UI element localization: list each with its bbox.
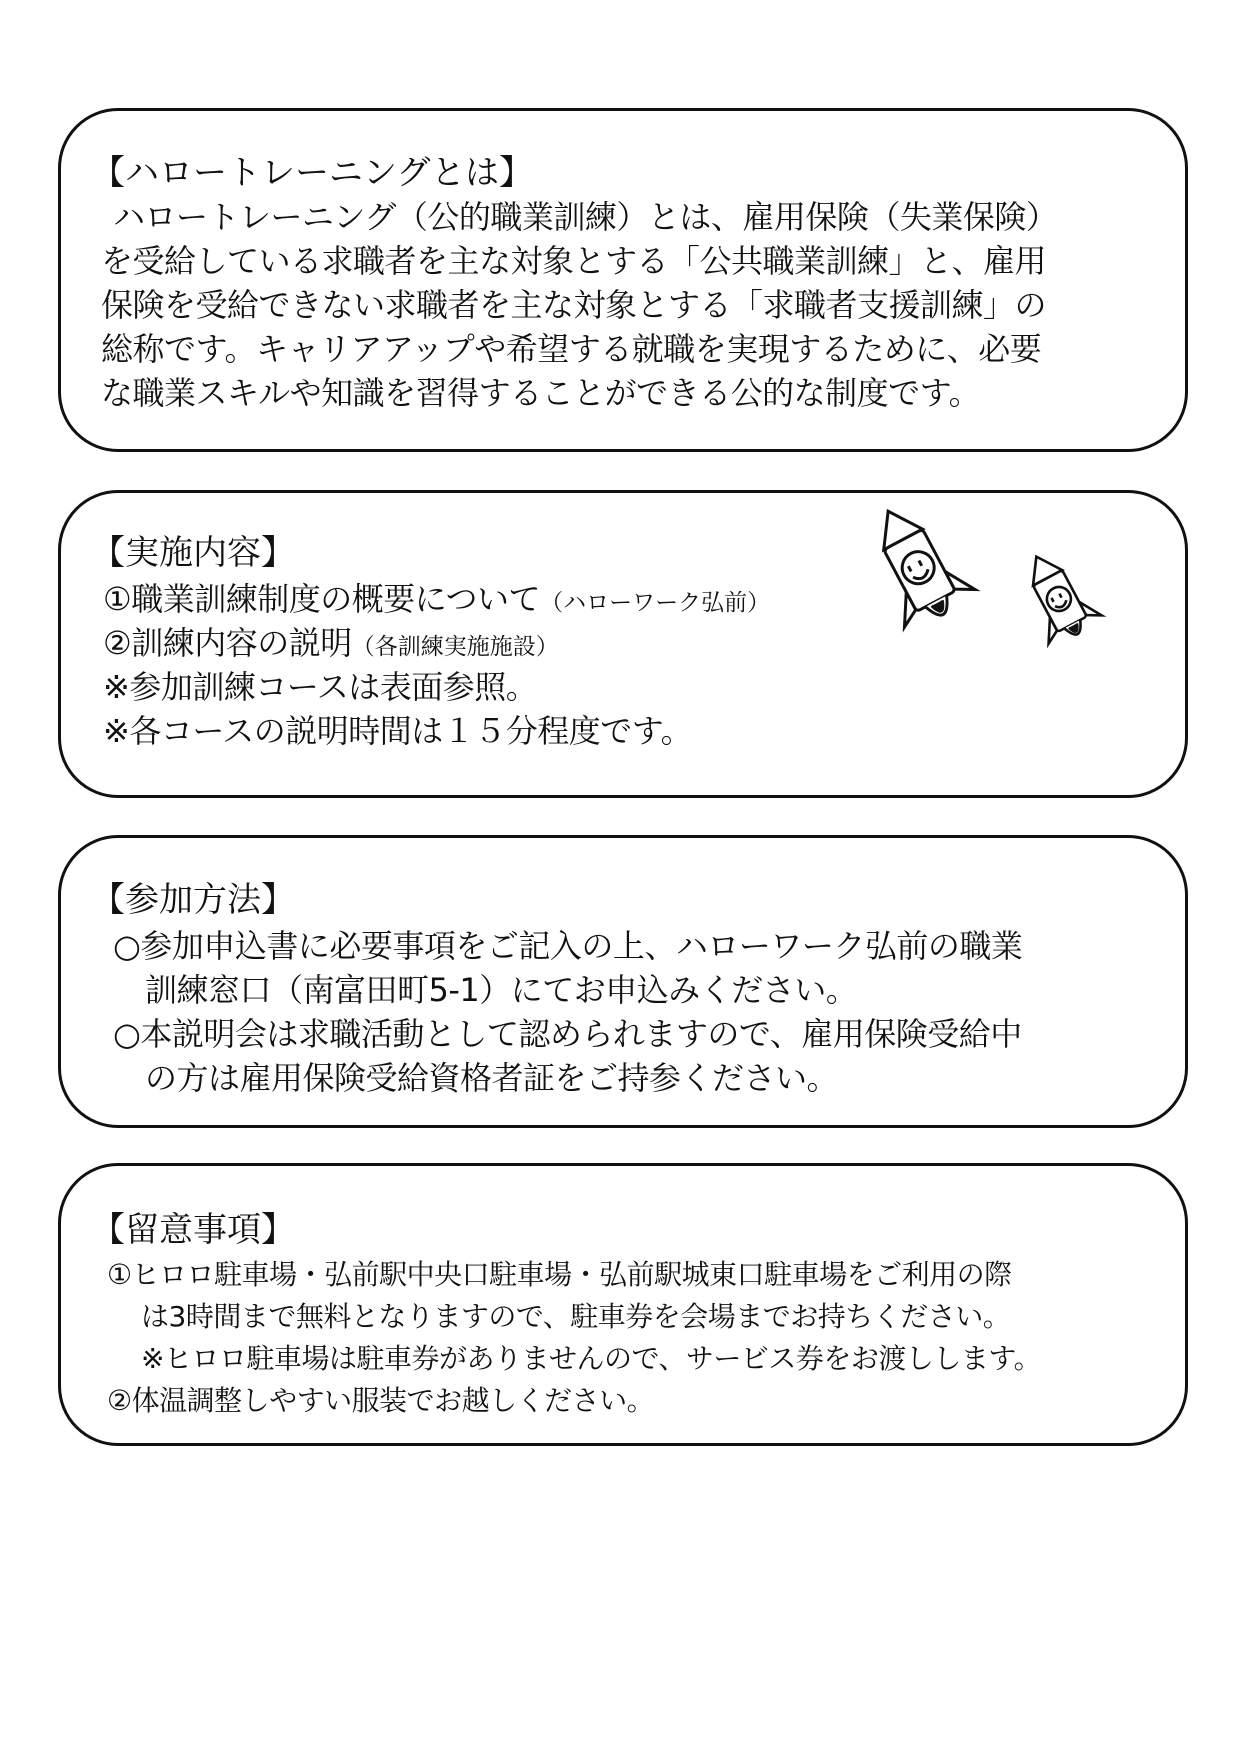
method-section	[58, 835, 1188, 1128]
about-line: 総称です。キャリアアップや希望する就職を実現するために、必要	[101, 330, 1042, 368]
notes-section	[58, 1163, 1188, 1446]
content-item-2-note: （各訓練実施施設）	[351, 634, 559, 660]
notes-line: は3時間まで無料となりますので、駐車券を会場までお持ちください。	[141, 1300, 1011, 1333]
about-heading: 【ハロートレーニングとは】	[91, 153, 533, 193]
method-line: 訓練窓口（南富田町5-1）にてお申込みください。	[145, 971, 858, 1009]
method-line: の方は雇用保険受給資格者証をご持参ください。	[145, 1059, 839, 1097]
content-item-1	[103, 580, 770, 622]
content-note-1: ※参加訓練コースは表面参照。	[103, 668, 538, 706]
content-item-2-main: ②訓練内容の説明	[103, 624, 352, 662]
method-heading: 【参加方法】	[91, 880, 295, 920]
about-section	[58, 108, 1188, 452]
about-line: 保険を受給できない求職者を主な対象とする「求職者支援訓練」の	[101, 286, 1047, 324]
notes-line: ①ヒロロ駐車場・弘前駅中央口駐車場・弘前駅城東口駐車場をご利用の際	[107, 1258, 1012, 1291]
notes-line: ※ヒロロ駐車場は駐車券がありませんので、サービス券をお渡しします。	[141, 1342, 1042, 1375]
rocket-small-icon	[1010, 543, 1104, 649]
content-item-1-note: （ハローワーク弘前）	[540, 590, 771, 616]
content-note-2: ※各コースの説明時間は１５分程度です。	[103, 712, 693, 750]
about-line: を受給している求職者を主な対象とする「公共職業訓練」と、雇用	[101, 242, 1047, 280]
content-item-2	[103, 624, 559, 666]
notes-heading: 【留意事項】	[91, 1210, 295, 1250]
method-line: ○参加申込書に必要事項をご記入の上、ハローワーク弘前の職業	[113, 927, 1023, 965]
rocket-illustration	[861, 503, 1131, 653]
notes-line: ②体温調整しやすい服装でお越しください。	[107, 1384, 655, 1417]
content-section	[58, 490, 1188, 798]
method-line: ○本説明会は求職活動として認められますので、雇用保険受給中	[113, 1015, 1022, 1053]
rocket-large-icon	[861, 503, 978, 633]
about-line: な職業スキルや知識を習得することができる公的な制度です。	[101, 374, 981, 412]
about-line: ハロートレーニング（公的職業訓練）とは、雇用保険（失業保険）	[113, 198, 1058, 236]
content-heading: 【実施内容】	[91, 533, 295, 573]
content-item-1-main: ①職業訓練制度の概要について	[103, 580, 541, 618]
